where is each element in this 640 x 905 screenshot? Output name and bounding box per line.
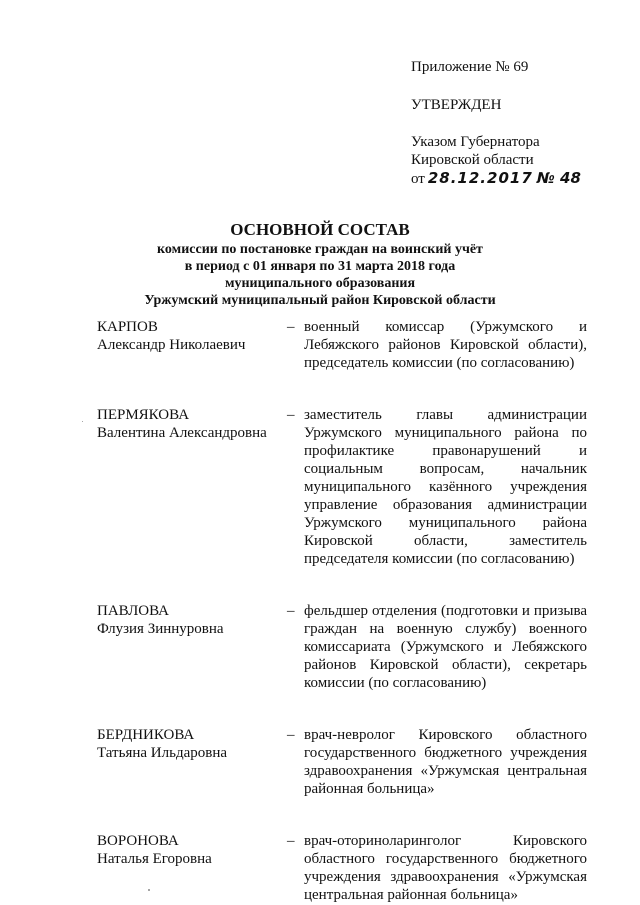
- member-entry: [97, 832, 587, 904]
- member-surname: ПАВЛОВА: [97, 603, 169, 619]
- member-surname: БЕРДНИКОВА: [97, 727, 195, 743]
- member-given-name: Валентина Александровна: [97, 425, 267, 441]
- member-given-name: Татьяна Ильдаровна: [97, 745, 228, 761]
- decree-line-1: Указом Губернатора: [411, 134, 540, 150]
- member-surname: КАРПОВ: [97, 319, 158, 335]
- approved-label: УТВЕРЖДЕН: [411, 97, 502, 113]
- date-prefix: от: [411, 171, 425, 187]
- member-role: военный комиссар (Уржумского и Лебяжского районов Кировской области), председатель комиссии (по согласованию): [304, 319, 587, 371]
- title-main: ОСНОВНОЙ СОСТАВ: [230, 220, 410, 239]
- member-role: фельдшер отделения (подготовки и призыва граждан на военную службу) военного комиссариата (Уржумского и Лебяжского районов Кировской области), секретарь комиссии (по согласованию): [304, 603, 587, 691]
- member-dash: –: [287, 407, 295, 423]
- title-line-1: комиссии по постановке граждан на воинский учёт: [157, 242, 483, 257]
- title-line-2: в период с 01 января по 31 марта 2018 года: [184, 259, 456, 274]
- title-line-3: муниципального образования: [224, 276, 416, 291]
- document-title: [0, 220, 640, 309]
- handwritten-number: № 48: [536, 169, 581, 187]
- member-dash: –: [287, 603, 295, 619]
- member-role: врач-оториноларинголог Кировского областного государственного бюджетного учреждения здравоохранения «Уржумская центральная районная больница»: [304, 833, 587, 903]
- members-list: [97, 318, 587, 904]
- member-entry: [97, 406, 587, 568]
- member-given-name: Наталья Егоровна: [97, 851, 212, 867]
- annex-number: Приложение № 69: [411, 59, 529, 75]
- decree-line-2: Кировской области: [411, 152, 534, 168]
- member-surname: ВОРОНОВА: [97, 833, 179, 849]
- member-name: [97, 602, 287, 692]
- member-surname: ПЕРМЯКОВА: [97, 407, 190, 423]
- title-line-4: Уржумский муниципальный район Кировской области: [144, 293, 496, 308]
- member-given-name: Александр Николаевич: [97, 337, 246, 353]
- member-given-name: Флузия Зиннуровна: [97, 621, 224, 637]
- member-role: врач-невролог Кировского областного государственного бюджетного учреждения здравоохранения «Уржумская центральная районная больница»: [304, 727, 587, 797]
- scan-speck: [82, 421, 83, 422]
- member-name: [97, 406, 287, 568]
- member-entry: [97, 726, 587, 798]
- member-dash: –: [287, 319, 295, 335]
- approval-block: [411, 58, 621, 188]
- member-name: [97, 318, 287, 372]
- scan-speck: [148, 889, 150, 891]
- decree-date-line: [411, 169, 621, 188]
- member-role: заместитель главы администрации Уржумского муниципального района по профилактике правонарушений и социальным вопросам, начальник муниципального казённого учреждения управление образования администрации Уржумского муниципального района Кировской области, заместитель председателя комиссии (по согласованию): [304, 407, 587, 567]
- handwritten-date: 28.12.2017: [427, 169, 533, 187]
- member-entry: [97, 318, 587, 372]
- member-dash: –: [287, 727, 295, 743]
- member-name: [97, 832, 287, 904]
- member-name: [97, 726, 287, 798]
- member-entry: [97, 602, 587, 692]
- member-dash: –: [287, 833, 295, 849]
